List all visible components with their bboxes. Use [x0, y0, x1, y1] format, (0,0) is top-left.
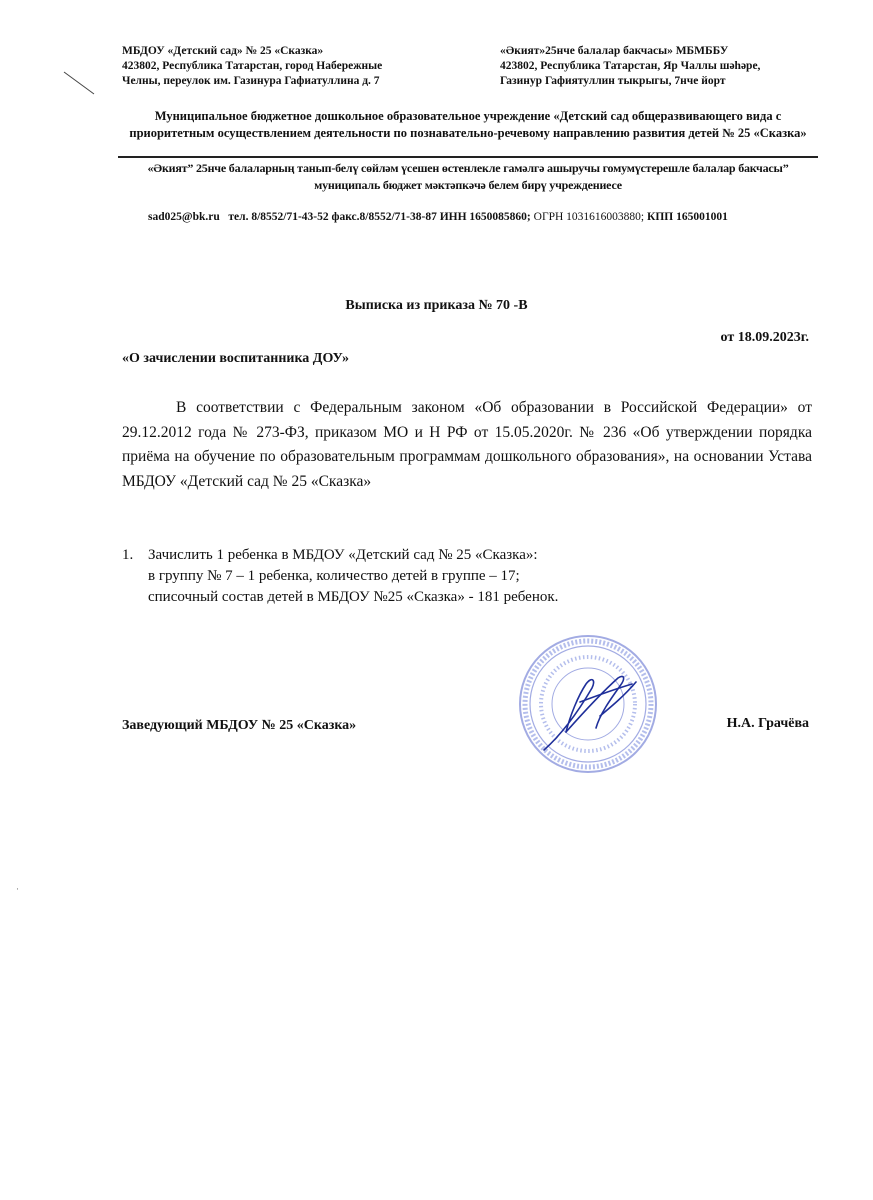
- institution-name: Муниципальное бюджетное дошкольное образовательное учреждение «Детский сад общеразвивающего вида с приоритетным осуществлением деятельности по познавательно-речевому направлению развития детей № 25 «Сказка»: [129, 109, 807, 140]
- header-divider: [118, 156, 818, 158]
- header-left-line1: МБДОУ «Детский сад» № 25 «Сказка»: [122, 45, 324, 57]
- header-left: [122, 44, 382, 89]
- body-text: В соответствии с Федеральным законом «Об образовании в Российской Федерации» от 29.12.2012 года № 273-ФЗ, приказом МО и Н РФ от 15.05.2020г. № 236 «Об утверждении порядка приёма на обучение по образовательным программам дошкольного образования», на основании Устава МБДОУ «Детский сад № 25 «Сказка»: [122, 399, 812, 490]
- order-item: [122, 545, 558, 608]
- official-stamp-with-signature: [500, 632, 670, 782]
- header-left-line2: 423802, Республика Татарстан, город Набережные: [122, 60, 383, 72]
- stamp-icon: [520, 636, 656, 772]
- document-subject: «О зачислении воспитанника ДОУ»: [122, 351, 349, 366]
- header-right: [500, 44, 760, 89]
- institution-name-tatar: «Әкият” 25нче балаларның танып-белү сөйләм үсешен өстенлекле гамәлгә ашыручы гомумүстерешле балалар бакчасы” муниципаль бюджет мәктәпкәчә белем бирү учреждениесе: [147, 161, 789, 192]
- scan-speck: ·: [16, 884, 19, 894]
- header-right-line2: 423802, Республика Татарстан, Яр Чаллы шәһәре,: [500, 60, 761, 72]
- document-title: Выписка из приказа № 70 -В: [345, 298, 528, 313]
- header-right-line1: «Әкият»25нче балалар бакчасы» МБМББУ: [500, 45, 729, 57]
- header-left-line3: Челны, переулок им. Газинура Гафиатуллина д. 7: [122, 75, 380, 87]
- scan-mark: [60, 68, 100, 100]
- signatory-name: Н.А. Грачёва: [726, 716, 809, 731]
- header-right-line3: Газинур Гафиятуллин тыкрыгы, 7нче йорт: [500, 75, 726, 87]
- contact-ogrn: ОГРН 1031616003880;: [533, 211, 645, 223]
- contact-kpp: КПП 165001001: [647, 211, 728, 223]
- body-paragraph: [122, 396, 812, 494]
- contact-phones: тел. 8/8552/71-43-52 факс.8/8552/71-38-87: [228, 211, 437, 223]
- order-item-line2: в группу № 7 – 1 ребенка, количество детей в группе – 17;: [148, 568, 520, 584]
- order-item-line1: Зачислить 1 ребенка в МБДОУ «Детский сад № 25 «Сказка»:: [148, 547, 538, 563]
- order-item-number: 1.: [122, 547, 134, 563]
- contacts-line: [148, 211, 728, 223]
- contact-inn: ИНН 1650085860;: [439, 211, 531, 223]
- contact-email: sad025@bk.ru: [148, 211, 220, 223]
- signatory-position: Заведующий МБДОУ № 25 «Сказка»: [122, 718, 357, 733]
- document-date: от 18.09.2023г.: [720, 330, 809, 345]
- order-item-line3: списочный состав детей в МБДОУ №25 «Сказка» - 181 ребенок.: [148, 589, 559, 605]
